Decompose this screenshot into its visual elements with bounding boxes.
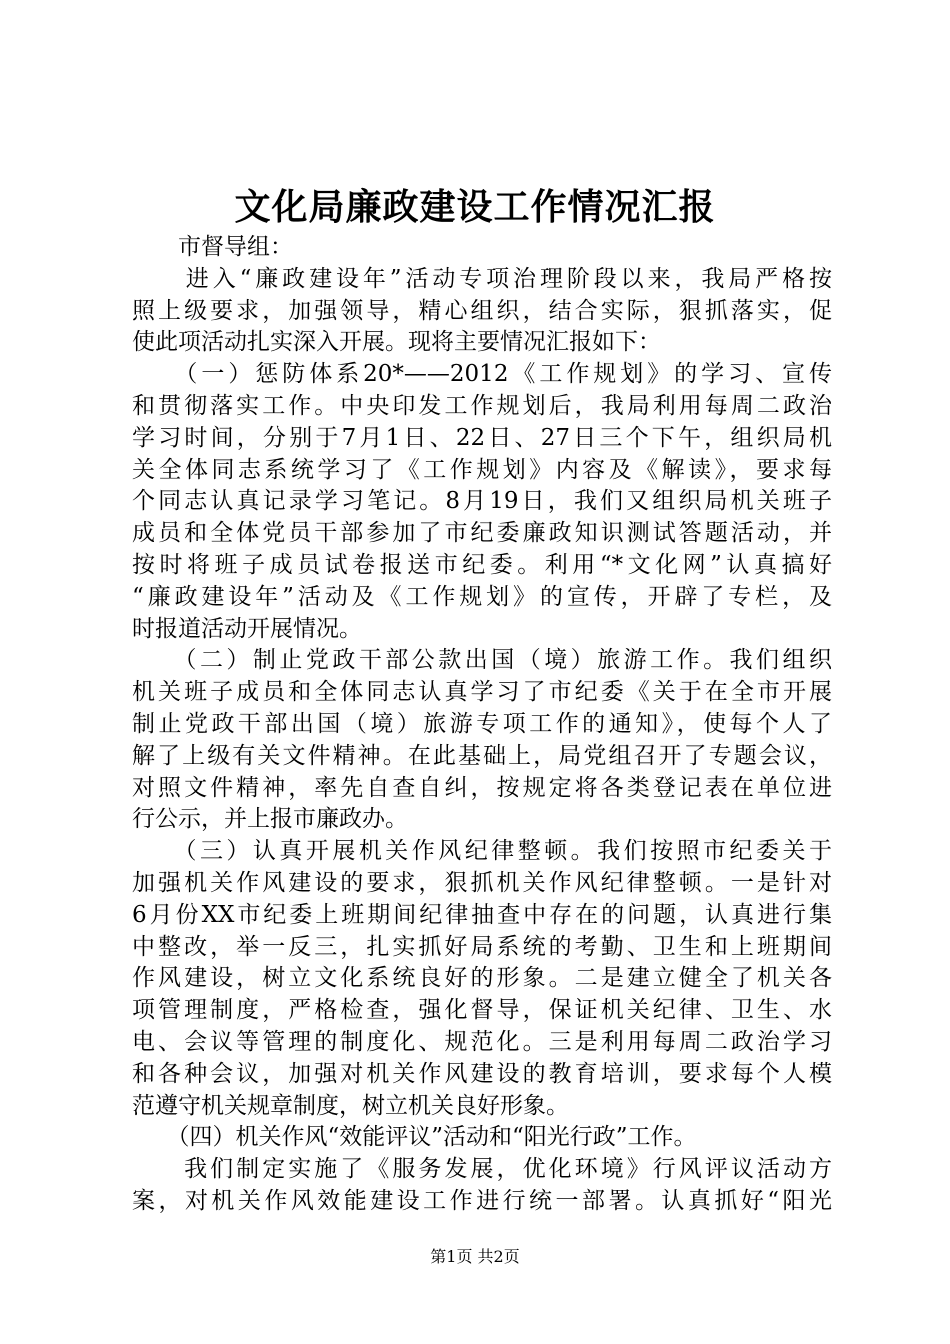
body-line: 学习时间，分别于7月1日、22日、27日三个下午，组织局机 xyxy=(132,424,832,451)
body-line: 加强机关作风建设的要求，狠抓机关作风纪律整顿。一是针对 xyxy=(132,869,832,896)
body-line: 中整改，举一反三，扎实抓好局系统的考勤、卫生和上班期间 xyxy=(132,933,832,960)
body-line: 作风建设，树立文化系统良好的形象。二是建立健全了机关各 xyxy=(132,965,832,992)
body-line: 按时将班子成员试卷报送市纪委。利用“*文化网”认真搞好 xyxy=(132,551,832,578)
body-line: 关全体同志系统学习了《工作规划》内容及《解读》，要求每 xyxy=(132,456,832,483)
document-title: 文化局廉政建设工作情况汇报 xyxy=(234,186,716,228)
body-line: 范遵守机关规章制度，树立机关良好形象。 xyxy=(132,1092,569,1119)
body-line: 市督导组： xyxy=(132,234,293,260)
body-line: 照上级要求，加强领导，精心组织，结合实际，狠抓落实，促 xyxy=(132,297,832,324)
page-footer: 第1页 共2页 xyxy=(430,1247,520,1266)
body-line: 对照文件精神，率先自查自纠，按规定将各类登记表在单位进 xyxy=(132,774,832,801)
body-line: 6月份XX市纪委上班期间纪律抽查中存在的问题，认真进行集 xyxy=(132,901,832,928)
body-line: （四）机关作风“效能评议”活动和“阳光行政”工作。 xyxy=(132,1124,697,1151)
document-body xyxy=(132,232,832,1218)
body-line: 解了上级有关文件精神。在此基础上，局党组召开了专题会议， xyxy=(132,742,832,769)
body-line: 项管理制度，严格检查，强化督导，保证机关纪律、卫生、水 xyxy=(132,997,832,1024)
body-line: 和各种会议，加强对机关作风建设的教育培训，要求每个人模 xyxy=(132,1060,832,1087)
body-line: （三）认真开展机关作风纪律整顿。我们按照市纪委关于 xyxy=(132,838,832,865)
body-line: （一）惩防体系20*——2012《工作规划》的学习、宣传 xyxy=(132,361,832,388)
body-line: 案，对机关作风效能建设工作进行统一部署。认真抓好“阳光 xyxy=(132,1187,832,1214)
body-line: 行公示，并上报市廉政办。 xyxy=(132,806,408,833)
body-line: 我们制定实施了《服务发展，优化环境》行风评议活动方 xyxy=(132,1156,832,1183)
body-line: 机关班子成员和全体同志认真学习了市纪委《关于在全市开展 xyxy=(132,679,832,706)
body-line: （二）制止党政干部公款出国（境）旅游工作。我们组织 xyxy=(132,647,832,674)
body-line: 时报道活动开展情况。 xyxy=(132,615,362,642)
body-line: 使此项活动扎实深入开展。现将主要情况汇报如下： xyxy=(132,329,661,356)
body-line: “廉政建设年”活动及《工作规划》的宣传，开辟了专栏，及 xyxy=(132,583,832,610)
body-line: 成员和全体党员干部参加了市纪委廉政知识测试答题活动，并 xyxy=(132,520,832,547)
body-line: 制止党政干部出国（境）旅游专项工作的通知》，使每个人了 xyxy=(132,710,832,737)
body-line: 个同志认真记录学习笔记。8月19日，我们又组织局机关班子 xyxy=(132,488,832,515)
body-line: 电、会议等管理的制度化、规范化。三是利用每周二政治学习 xyxy=(132,1028,832,1055)
body-line: 进入“廉政建设年”活动专项治理阶段以来，我局严格按 xyxy=(132,265,832,292)
body-line: 和贯彻落实工作。中央印发工作规划后，我局利用每周二政治 xyxy=(132,392,832,419)
